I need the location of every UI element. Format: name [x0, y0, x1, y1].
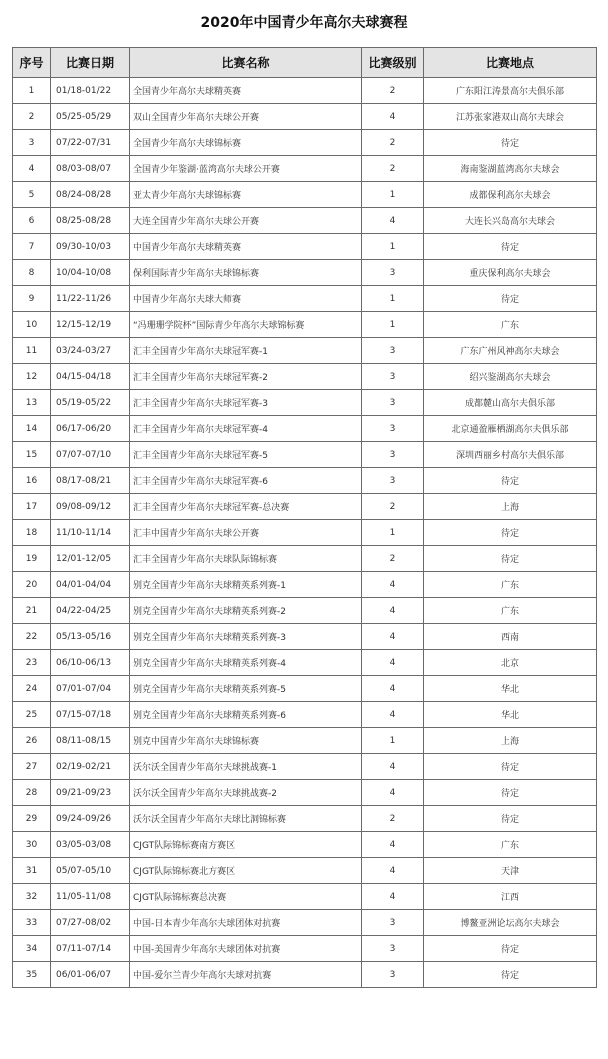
cell-no: 31 — [13, 858, 51, 884]
cell-level: 3 — [362, 936, 424, 962]
cell-no: 25 — [13, 702, 51, 728]
cell-date: 06/10-06/13 — [51, 650, 130, 676]
cell-venue: 绍兴鉴湖高尔夫球会 — [424, 364, 597, 390]
cell-date: 03/05-03/08 — [51, 832, 130, 858]
header-level: 比赛级别 — [362, 48, 424, 78]
cell-date: 02/19-02/21 — [51, 754, 130, 780]
cell-level: 4 — [362, 572, 424, 598]
cell-date: 03/24-03/27 — [51, 338, 130, 364]
table-row — [13, 806, 597, 832]
cell-no: 14 — [13, 416, 51, 442]
cell-level: 2 — [362, 806, 424, 832]
cell-no: 2 — [13, 104, 51, 130]
cell-no: 34 — [13, 936, 51, 962]
cell-venue: 待定 — [424, 936, 597, 962]
cell-date: 07/15-07/18 — [51, 702, 130, 728]
cell-level: 1 — [362, 182, 424, 208]
table-row — [13, 572, 597, 598]
cell-event-name: 汇丰全国青少年高尔夫球冠军赛-总决赛 — [130, 494, 362, 520]
cell-date: 09/08-09/12 — [51, 494, 130, 520]
cell-no: 18 — [13, 520, 51, 546]
cell-no: 19 — [13, 546, 51, 572]
cell-venue: 天津 — [424, 858, 597, 884]
cell-event-name: 全国青少年高尔夫球精英赛 — [130, 78, 362, 104]
cell-venue: 待定 — [424, 806, 597, 832]
cell-no: 26 — [13, 728, 51, 754]
cell-venue: 待定 — [424, 962, 597, 988]
cell-event-name: 大连全国青少年高尔夫球公开赛 — [130, 208, 362, 234]
cell-venue: 待定 — [424, 754, 597, 780]
table-row — [13, 78, 597, 104]
table-row — [13, 260, 597, 286]
cell-level: 3 — [362, 416, 424, 442]
header-venue: 比赛地点 — [424, 48, 597, 78]
cell-event-name: 中国-日本青少年高尔夫球团体对抗赛 — [130, 910, 362, 936]
cell-level: 4 — [362, 676, 424, 702]
cell-venue: 西南 — [424, 624, 597, 650]
cell-date: 08/25-08/28 — [51, 208, 130, 234]
cell-no: 16 — [13, 468, 51, 494]
cell-date: 05/19-05/22 — [51, 390, 130, 416]
cell-venue: 待定 — [424, 130, 597, 156]
cell-venue: 成都麓山高尔夫俱乐部 — [424, 390, 597, 416]
table-row — [13, 286, 597, 312]
cell-date: 05/07-05/10 — [51, 858, 130, 884]
cell-event-name: 汇丰全国青少年高尔夫球冠军赛-1 — [130, 338, 362, 364]
cell-event-name: 保利国际青少年高尔夫球锦标赛 — [130, 260, 362, 286]
cell-venue: 华北 — [424, 702, 597, 728]
cell-event-name: 全国青少年鉴湖·蓝湾高尔夫球公开赛 — [130, 156, 362, 182]
cell-venue: 上海 — [424, 494, 597, 520]
cell-venue: 成都保利高尔夫球会 — [424, 182, 597, 208]
cell-no: 5 — [13, 182, 51, 208]
cell-date: 06/17-06/20 — [51, 416, 130, 442]
cell-event-name: 亚太青少年高尔夫球锦标赛 — [130, 182, 362, 208]
cell-venue: 重庆保利高尔夫球会 — [424, 260, 597, 286]
table-row — [13, 442, 597, 468]
table-row — [13, 156, 597, 182]
cell-venue: 待定 — [424, 520, 597, 546]
cell-venue: 广东 — [424, 312, 597, 338]
cell-event-name: 汇丰全国青少年高尔夫球冠军赛-3 — [130, 390, 362, 416]
cell-level: 2 — [362, 130, 424, 156]
cell-no: 20 — [13, 572, 51, 598]
cell-date: 07/27-08/02 — [51, 910, 130, 936]
table-row — [13, 208, 597, 234]
table-row — [13, 780, 597, 806]
cell-date: 01/18-01/22 — [51, 78, 130, 104]
cell-date: 04/22-04/25 — [51, 598, 130, 624]
cell-venue: 华北 — [424, 676, 597, 702]
cell-venue: 北京 — [424, 650, 597, 676]
cell-venue: 待定 — [424, 780, 597, 806]
cell-no: 32 — [13, 884, 51, 910]
cell-venue: 海南鉴湖蓝湾高尔夫球会 — [424, 156, 597, 182]
cell-no: 35 — [13, 962, 51, 988]
cell-level: 1 — [362, 286, 424, 312]
table-row — [13, 754, 597, 780]
cell-date: 10/04-10/08 — [51, 260, 130, 286]
cell-no: 30 — [13, 832, 51, 858]
cell-event-name: 沃尔沃全国青少年高尔夫球挑战赛-1 — [130, 754, 362, 780]
cell-level: 3 — [362, 390, 424, 416]
table-row — [13, 546, 597, 572]
cell-event-name: 汇丰全国青少年高尔夫球冠军赛-5 — [130, 442, 362, 468]
cell-no: 6 — [13, 208, 51, 234]
cell-event-name: 沃尔沃全国青少年高尔夫球挑战赛-2 — [130, 780, 362, 806]
cell-event-name: CJGT队际锦标赛总决赛 — [130, 884, 362, 910]
cell-date: 07/22-07/31 — [51, 130, 130, 156]
table-row — [13, 234, 597, 260]
table-row — [13, 676, 597, 702]
table-row — [13, 858, 597, 884]
cell-venue: 北京通盈雁栖湖高尔夫俱乐部 — [424, 416, 597, 442]
table-row — [13, 832, 597, 858]
cell-date: 08/11-08/15 — [51, 728, 130, 754]
table-row — [13, 364, 597, 390]
cell-venue: 广东 — [424, 832, 597, 858]
cell-level: 4 — [362, 598, 424, 624]
cell-level: 4 — [362, 104, 424, 130]
cell-level: 2 — [362, 546, 424, 572]
cell-event-name: 别克全国青少年高尔夫球精英系列赛-2 — [130, 598, 362, 624]
page-title: 2020年中国青少年高尔夫球赛程 — [200, 15, 408, 31]
cell-event-name: 汇丰全国青少年高尔夫球冠军赛-6 — [130, 468, 362, 494]
cell-venue: 深圳西丽乡村高尔夫俱乐部 — [424, 442, 597, 468]
cell-level: 4 — [362, 624, 424, 650]
cell-level: 4 — [362, 650, 424, 676]
cell-level: 1 — [362, 234, 424, 260]
table-header-row — [13, 48, 597, 78]
cell-no: 33 — [13, 910, 51, 936]
cell-level: 2 — [362, 494, 424, 520]
cell-date: 12/15-12/19 — [51, 312, 130, 338]
cell-no: 3 — [13, 130, 51, 156]
cell-level: 3 — [362, 442, 424, 468]
cell-no: 22 — [13, 624, 51, 650]
cell-event-name: 汇丰全国青少年高尔夫球冠军赛-2 — [130, 364, 362, 390]
table-row — [13, 650, 597, 676]
cell-no: 21 — [13, 598, 51, 624]
cell-date: 05/13-05/16 — [51, 624, 130, 650]
cell-date: 11/05-11/08 — [51, 884, 130, 910]
table-row — [13, 182, 597, 208]
cell-date: 08/03-08/07 — [51, 156, 130, 182]
cell-date: 09/21-09/23 — [51, 780, 130, 806]
cell-venue: 待定 — [424, 234, 597, 260]
cell-event-name: 双山全国青少年高尔夫球公开赛 — [130, 104, 362, 130]
cell-no: 28 — [13, 780, 51, 806]
cell-level: 4 — [362, 208, 424, 234]
cell-event-name: 中国-美国青少年高尔夫球团体对抗赛 — [130, 936, 362, 962]
cell-event-name: 沃尔沃全国青少年高尔夫球比洞锦标赛 — [130, 806, 362, 832]
cell-venue: 江苏张家港双山高尔夫球会 — [424, 104, 597, 130]
cell-date: 08/17-08/21 — [51, 468, 130, 494]
cell-venue: 待定 — [424, 468, 597, 494]
cell-event-name: 中国青少年高尔夫球大师赛 — [130, 286, 362, 312]
cell-venue: 广东阳江涛景高尔夫俱乐部 — [424, 78, 597, 104]
cell-level: 4 — [362, 858, 424, 884]
cell-no: 9 — [13, 286, 51, 312]
table-row — [13, 910, 597, 936]
cell-event-name: CJGT队际锦标赛南方赛区 — [130, 832, 362, 858]
table-row — [13, 494, 597, 520]
cell-event-name: 中国青少年高尔夫球精英赛 — [130, 234, 362, 260]
cell-event-name: 汇丰全国青少年高尔夫球队际锦标赛 — [130, 546, 362, 572]
table-row — [13, 962, 597, 988]
cell-event-name: 别克全国青少年高尔夫球精英系列赛-5 — [130, 676, 362, 702]
cell-date: 04/01-04/04 — [51, 572, 130, 598]
cell-event-name: 别克全国青少年高尔夫球精英系列赛-3 — [130, 624, 362, 650]
cell-level: 4 — [362, 702, 424, 728]
cell-venue: 广东 — [424, 598, 597, 624]
table-row — [13, 416, 597, 442]
table-row — [13, 104, 597, 130]
table-row — [13, 598, 597, 624]
cell-date: 11/22-11/26 — [51, 286, 130, 312]
cell-date: 09/30-10/03 — [51, 234, 130, 260]
cell-event-name: 别克全国青少年高尔夫球精英系列赛-6 — [130, 702, 362, 728]
cell-level: 4 — [362, 832, 424, 858]
cell-level: 4 — [362, 754, 424, 780]
cell-no: 12 — [13, 364, 51, 390]
cell-no: 27 — [13, 754, 51, 780]
cell-date: 09/24-09/26 — [51, 806, 130, 832]
table-row — [13, 338, 597, 364]
schedule-table — [12, 47, 597, 988]
table-row — [13, 130, 597, 156]
cell-level: 3 — [362, 910, 424, 936]
cell-level: 3 — [362, 364, 424, 390]
cell-level: 1 — [362, 728, 424, 754]
table-row — [13, 312, 597, 338]
cell-level: 4 — [362, 780, 424, 806]
header-date: 比赛日期 — [51, 48, 130, 78]
cell-event-name: 别克全国青少年高尔夫球精英系列赛-4 — [130, 650, 362, 676]
cell-no: 7 — [13, 234, 51, 260]
table-row — [13, 728, 597, 754]
cell-no: 1 — [13, 78, 51, 104]
cell-no: 17 — [13, 494, 51, 520]
cell-level: 2 — [362, 78, 424, 104]
table-row — [13, 884, 597, 910]
header-no: 序号 — [13, 48, 51, 78]
table-row — [13, 468, 597, 494]
cell-event-name: 汇丰全国青少年高尔夫球冠军赛-4 — [130, 416, 362, 442]
cell-no: 8 — [13, 260, 51, 286]
cell-date: 07/01-07/04 — [51, 676, 130, 702]
cell-venue: 上海 — [424, 728, 597, 754]
cell-level: 3 — [362, 962, 424, 988]
cell-venue: 博鳌亚洲论坛高尔夫球会 — [424, 910, 597, 936]
cell-no: 13 — [13, 390, 51, 416]
cell-event-name: 汇丰中国青少年高尔夫球公开赛 — [130, 520, 362, 546]
cell-no: 24 — [13, 676, 51, 702]
table-row — [13, 936, 597, 962]
cell-no: 23 — [13, 650, 51, 676]
cell-date: 05/25-05/29 — [51, 104, 130, 130]
cell-level: 1 — [362, 312, 424, 338]
cell-event-name: CJGT队际锦标赛北方赛区 — [130, 858, 362, 884]
cell-event-name: 别克全国青少年高尔夫球精英系列赛-1 — [130, 572, 362, 598]
cell-venue: 待定 — [424, 546, 597, 572]
cell-date: 06/01-06/07 — [51, 962, 130, 988]
cell-no: 15 — [13, 442, 51, 468]
cell-event-name: 中国-爱尔兰青少年高尔夫球对抗赛 — [130, 962, 362, 988]
cell-no: 11 — [13, 338, 51, 364]
cell-level: 3 — [362, 260, 424, 286]
cell-level: 3 — [362, 338, 424, 364]
cell-date: 07/11-07/14 — [51, 936, 130, 962]
header-name: 比赛名称 — [130, 48, 362, 78]
cell-level: 3 — [362, 468, 424, 494]
table-row — [13, 702, 597, 728]
cell-venue: 大连长兴岛高尔夫球会 — [424, 208, 597, 234]
cell-event-name: 别克中国青少年高尔夫球锦标赛 — [130, 728, 362, 754]
cell-date: 11/10-11/14 — [51, 520, 130, 546]
cell-date: 12/01-12/05 — [51, 546, 130, 572]
table-row — [13, 520, 597, 546]
cell-date: 04/15-04/18 — [51, 364, 130, 390]
cell-level: 4 — [362, 884, 424, 910]
cell-date: 08/24-08/28 — [51, 182, 130, 208]
table-row — [13, 624, 597, 650]
cell-event-name: 全国青少年高尔夫球锦标赛 — [130, 130, 362, 156]
cell-venue: 江西 — [424, 884, 597, 910]
table-row — [13, 390, 597, 416]
cell-event-name: “冯珊珊学院杯”国际青少年高尔夫球锦标赛 — [130, 312, 362, 338]
table-body — [13, 78, 597, 988]
cell-venue: 待定 — [424, 286, 597, 312]
cell-level: 1 — [362, 520, 424, 546]
cell-venue: 广东 — [424, 572, 597, 598]
cell-no: 29 — [13, 806, 51, 832]
cell-date: 07/07-07/10 — [51, 442, 130, 468]
cell-venue: 广东广州风神高尔夫球会 — [424, 338, 597, 364]
cell-no: 4 — [13, 156, 51, 182]
cell-no: 10 — [13, 312, 51, 338]
cell-level: 2 — [362, 156, 424, 182]
